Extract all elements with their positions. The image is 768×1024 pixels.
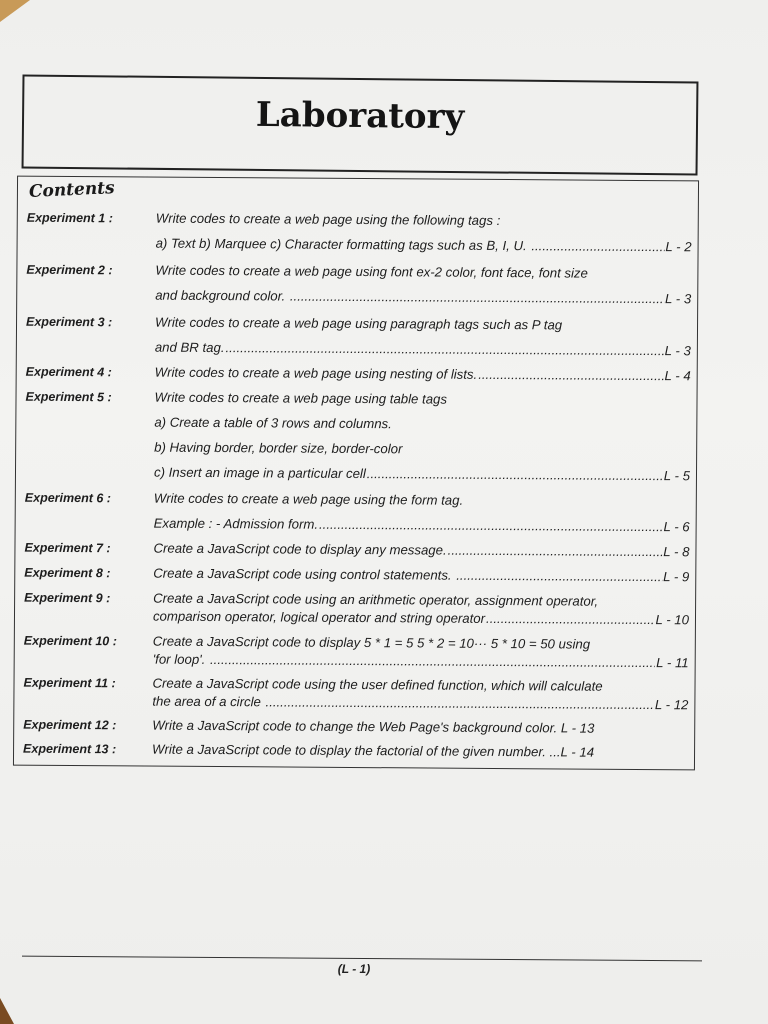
experiment-text: Example : - Admission form. — [153, 515, 319, 532]
experiment-label: Experiment 3 : — [25, 314, 113, 330]
experiment-list — [14, 177, 698, 770]
dot-leader — [448, 543, 663, 559]
experiment-label: Experiment 7 : — [24, 540, 111, 556]
experiment-line — [154, 415, 690, 434]
title-box — [22, 74, 699, 175]
experiment-label: Experiment 13 : — [23, 741, 117, 757]
dot-leader — [531, 238, 664, 254]
experiment-text: Write codes to create a web page using the following tags : — [155, 210, 501, 229]
experiment-line — [154, 516, 690, 535]
experiment-text: Write codes to create a web page using font ex-2 color, font face, font size — [155, 262, 588, 281]
experiment-line — [154, 440, 690, 459]
experiment-line — [154, 465, 690, 484]
page-reference: L - 6 — [663, 519, 690, 535]
dot-leader — [456, 568, 662, 584]
page-reference: L - 5 — [663, 468, 691, 484]
dot-leader — [486, 611, 655, 627]
experiment-line — [152, 694, 688, 713]
page-corner-shadow — [0, 0, 30, 22]
experiment-text: Write codes to create a web page using the form tag. — [153, 490, 464, 508]
experiment-text: c) Insert an image in a particular cell — [153, 464, 366, 482]
experiment-text: Write codes to create a web page using table tags — [154, 389, 448, 407]
experiment-label: Experiment 5 : — [25, 389, 112, 405]
experiment-text: 'for loop'. — [152, 651, 210, 667]
experiment-label: Experiment 4 : — [25, 364, 112, 380]
page-reference: L - 9 — [663, 569, 690, 585]
page-number: (L - 1) — [337, 962, 371, 976]
experiment-text: Write codes to create a web page using paragraph tags such as P tag — [154, 314, 563, 333]
experiment-label: Experiment 11 : — [23, 675, 116, 691]
experiment-line — [155, 315, 691, 334]
page-reference: L - 4 — [664, 368, 691, 384]
experiment-text: b) Having border, border size, border-color — [154, 439, 403, 457]
experiment-line — [153, 591, 689, 610]
experiment-text: Create a JavaScript code using an arithmetic operator, assignment operator, — [153, 590, 599, 609]
page-reference: L - 8 — [663, 544, 690, 560]
experiment-line — [154, 491, 690, 510]
page-reference: L - 11 — [656, 655, 689, 671]
experiment-line — [153, 634, 689, 653]
experiment-text: Write codes to create a web page using nesting of lists. — [154, 364, 478, 382]
experiment-line — [153, 566, 689, 585]
experiment-line — [153, 652, 689, 671]
experiment-text: comparison operator, logical operator and string operator — [152, 608, 486, 626]
experiment-line — [156, 236, 692, 255]
experiment-text: Write a JavaScript code to display the factorial of the given number. ...L - 14 — [152, 741, 595, 760]
experiment-label: Experiment 10 : — [23, 633, 117, 649]
experiment-label: Experiment 1 : — [26, 210, 113, 226]
page-reference: L - 2 — [665, 239, 692, 255]
page-title: Laboratory — [255, 94, 465, 138]
experiment-label: Experiment 2 : — [26, 262, 113, 278]
experiment-line — [152, 742, 688, 761]
page-reference: L - 3 — [665, 291, 692, 307]
dot-leader — [478, 367, 663, 383]
experiment-text: and background color. — [155, 287, 289, 304]
experiment-line — [153, 541, 689, 560]
experiment-line — [155, 263, 691, 282]
experiment-line — [152, 718, 688, 737]
experiment-text: a) Create a table of 3 rows and columns. — [154, 414, 392, 432]
experiment-text: a) Text b) Marquee c) Character formatting tags such as B, I, U. — [155, 235, 531, 254]
dot-leader — [290, 289, 664, 307]
dot-leader — [225, 340, 663, 358]
experiment-line — [155, 288, 691, 307]
experiment-text: Create a JavaScript code to display 5 * 1 = 5 5 * 2 = 10··· 5 * 10 = 50 using — [152, 633, 591, 652]
contents-heading: Contents — [28, 178, 116, 202]
dot-leader — [266, 694, 654, 712]
dot-leader — [367, 466, 663, 483]
experiment-text: Create a JavaScript code using the user defined function, which will calculate — [152, 675, 603, 694]
page-corner-shadow-bottom — [0, 998, 14, 1024]
experiment-line — [155, 365, 691, 384]
footer-divider — [22, 956, 702, 962]
experiment-line — [153, 609, 689, 628]
experiment-label: Experiment 8 : — [24, 565, 111, 581]
experiment-label: Experiment 12 : — [23, 717, 117, 733]
experiment-text: and BR tag. — [154, 339, 225, 356]
contents-box — [13, 176, 699, 771]
dot-leader — [210, 652, 655, 670]
experiment-label: Experiment 6 : — [24, 490, 112, 506]
dot-leader — [319, 517, 663, 534]
experiment-line — [154, 390, 690, 409]
experiment-text: Write a JavaScript code to change the Web Page's background color. L - 13 — [152, 717, 595, 736]
page-reference: L - 10 — [655, 612, 690, 628]
experiment-line — [155, 340, 691, 359]
experiment-line — [152, 676, 688, 695]
page-reference: L - 3 — [664, 343, 691, 359]
experiment-label: Experiment 9 : — [24, 590, 111, 606]
experiment-line — [156, 211, 692, 230]
experiment-text: Create a JavaScript code using control statements. — [153, 565, 456, 583]
experiment-text: the area of a circle — [152, 693, 265, 710]
experiment-text: Create a JavaScript code to display any message. — [153, 540, 447, 558]
page-reference: L - 12 — [654, 697, 689, 713]
